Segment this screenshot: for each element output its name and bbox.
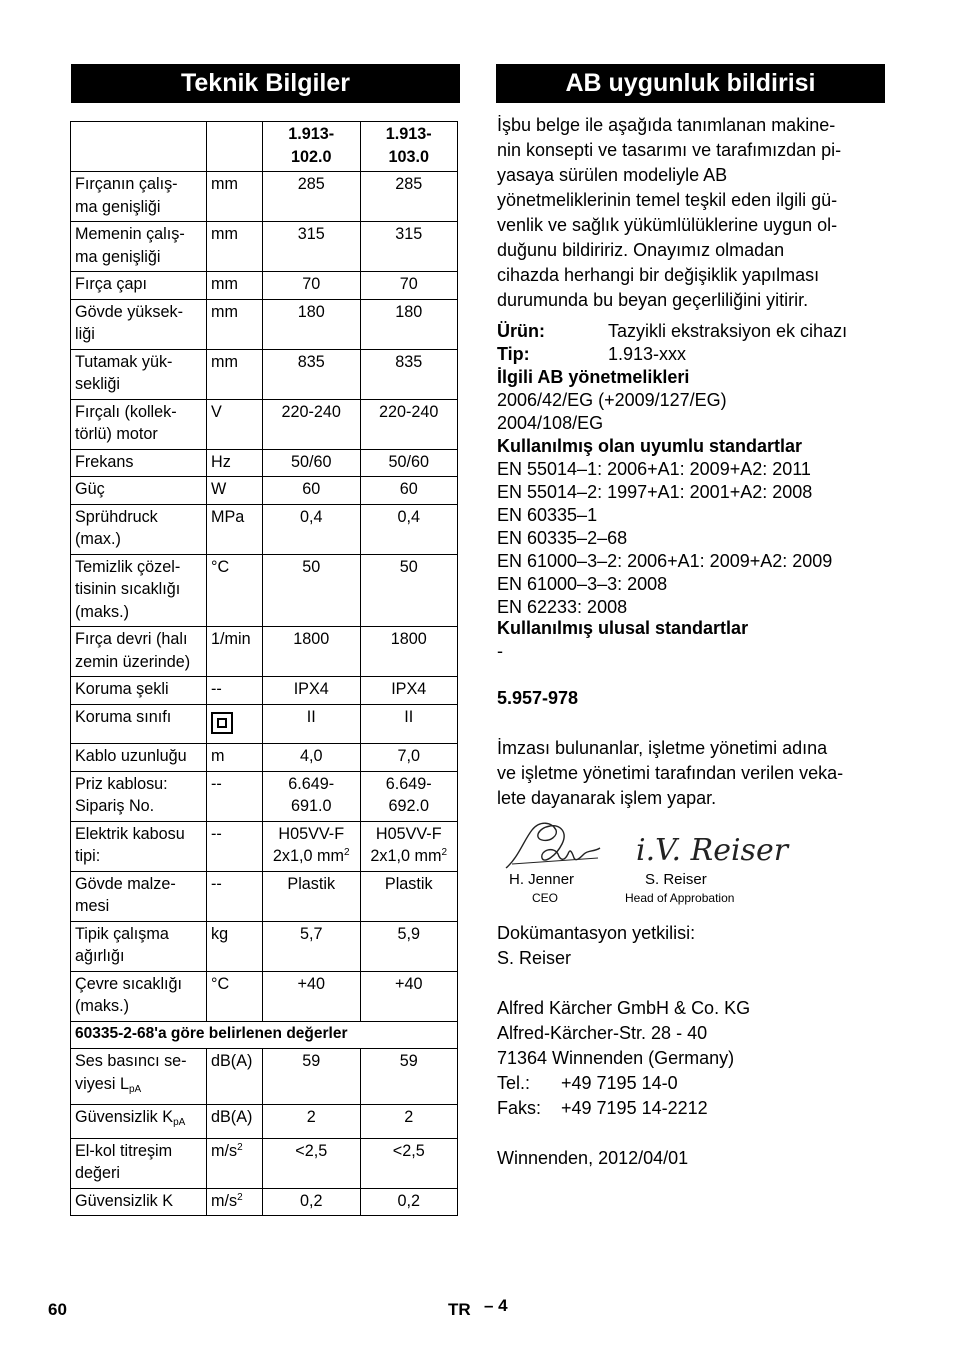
protection-class-ii-icon-inner bbox=[217, 718, 227, 728]
table-row bbox=[71, 1105, 458, 1139]
value-model-103: +40 bbox=[360, 971, 458, 1021]
value-model-103: 835 bbox=[360, 349, 458, 399]
value-superscript: 2 bbox=[344, 847, 350, 858]
value-model-103: 60 bbox=[360, 477, 458, 505]
directive-item: 2006/42/EG (+2009/127/EG) bbox=[497, 390, 727, 410]
table-row bbox=[71, 554, 458, 627]
value-model-102: <2,5 bbox=[263, 1138, 361, 1188]
table-row bbox=[71, 627, 458, 677]
value-model-103: 315 bbox=[360, 222, 458, 272]
standard-item: EN 55014–2: 1997+A1: 2001+A2: 2008 bbox=[497, 482, 813, 502]
signer1-name: H. Jenner bbox=[509, 871, 575, 888]
section-row bbox=[71, 1021, 458, 1049]
intro-line: cihazda herhangi bir değişiklik yapılması bbox=[497, 265, 820, 285]
ec-declaration-heading: AB uygunluk bildirisi bbox=[496, 64, 885, 103]
signers-line: ve işletme yönetimi tarafından verilen veka- bbox=[497, 763, 844, 783]
row-unit: °C bbox=[207, 971, 263, 1021]
technical-data-table bbox=[70, 121, 458, 1216]
page-number: 60 bbox=[48, 1300, 67, 1319]
table-row bbox=[71, 744, 458, 772]
phone-label: Tel.: bbox=[497, 1073, 531, 1093]
fax-line bbox=[497, 1096, 892, 1121]
table-row bbox=[71, 1049, 458, 1105]
value-model-102: II bbox=[263, 704, 361, 744]
table-row bbox=[71, 272, 458, 300]
table-row bbox=[71, 971, 458, 1021]
table-header-cell bbox=[71, 122, 207, 172]
value-model-102: 59 bbox=[263, 1049, 361, 1105]
row-label: Fırçanın çalış- ma genişliği bbox=[71, 172, 207, 222]
intro-line: nin konsepti ve tasarımı ve tarafımızdan pi- bbox=[497, 140, 842, 160]
row-label: Koruma şekli bbox=[71, 677, 207, 705]
national-standards-title: Kullanılmış ulusal standartlar bbox=[497, 618, 749, 638]
table-row bbox=[71, 299, 458, 349]
standard-item: EN 61000–3–2: 2006+A1: 2009+A2: 2009 bbox=[497, 551, 833, 571]
row-unit: MPa bbox=[207, 504, 263, 554]
phone-value: +49 7195 14-0 bbox=[561, 1073, 678, 1093]
value-model-103: 285 bbox=[360, 172, 458, 222]
intro-line: yönetmeliklerinin temel teşkil eden ilgili gü- bbox=[497, 190, 838, 210]
value-model-102: +40 bbox=[263, 971, 361, 1021]
value-model-103: 1800 bbox=[360, 627, 458, 677]
row-unit: -- bbox=[207, 871, 263, 921]
company-name: Alfred Kärcher GmbH & Co. KG bbox=[497, 998, 751, 1018]
row-label: Ses basıncı se- viyesi $L_{pA}$ bbox=[71, 1049, 207, 1105]
signer2-name: S. Reiser bbox=[645, 871, 707, 888]
table-row bbox=[71, 677, 458, 705]
signer1-role: CEO bbox=[532, 891, 559, 905]
value-model-103: 2 bbox=[360, 1105, 458, 1139]
phone-line bbox=[497, 1071, 892, 1096]
row-unit: dB(A) bbox=[207, 1105, 263, 1139]
row-unit: V bbox=[207, 399, 263, 449]
protection-class-ii-icon bbox=[211, 712, 233, 734]
type-label: Tip: bbox=[497, 344, 530, 364]
type-line bbox=[497, 343, 686, 366]
row-unit: Hz bbox=[207, 449, 263, 477]
row-label: Fırçalı (kollek- törlü) motor bbox=[71, 399, 207, 449]
standard-item: EN 61000–3–3: 2008 bbox=[497, 574, 668, 594]
value-model-103: 0,2 bbox=[360, 1188, 458, 1216]
intro-line: İşbu belge ile aşağıda tanımlanan makine- bbox=[497, 115, 836, 135]
intro-line: venlik ve sağlık yükümlülüklerine uygun ol- bbox=[497, 215, 838, 235]
footer-lang: TR bbox=[448, 1300, 471, 1319]
row-unit bbox=[207, 704, 263, 744]
table-row bbox=[71, 1138, 458, 1188]
value-model-103: <2,5 bbox=[360, 1138, 458, 1188]
label-subscript: pA bbox=[173, 1117, 186, 1128]
row-label: Tutamak yük- sekliği bbox=[71, 349, 207, 399]
declaration-intro bbox=[497, 113, 892, 313]
document-number: 5.957-978 bbox=[497, 688, 579, 708]
product-value: Tazyikli ekstraksiyon ek cihazı bbox=[608, 321, 848, 341]
value-model-103: 0,4 bbox=[360, 504, 458, 554]
value-model-103: 180 bbox=[360, 299, 458, 349]
directive-item: 2004/108/EG bbox=[497, 413, 604, 433]
value-model-102: H05VV-F 2x1,0 $mm^2$ bbox=[263, 821, 361, 871]
value-model-102: 0,4 bbox=[263, 504, 361, 554]
value-model-102: 315 bbox=[263, 222, 361, 272]
row-label: Güvensizlik $K_{pA}$ bbox=[71, 1105, 207, 1139]
company-city: 71364 Winnenden (Germany) bbox=[497, 1048, 735, 1068]
row-label: Gövde malze- mesi bbox=[71, 871, 207, 921]
row-label: Koruma sınıfı bbox=[71, 704, 207, 744]
table-row bbox=[71, 1188, 458, 1216]
table-row bbox=[71, 477, 458, 505]
value-model-102: 5,7 bbox=[263, 921, 361, 971]
row-unit: $m/s^2$ bbox=[207, 1188, 263, 1216]
technical-data-heading: Teknik Bilgiler bbox=[71, 64, 460, 103]
value-model-102: Plastik bbox=[263, 871, 361, 921]
value-model-103: 70 bbox=[360, 272, 458, 300]
value-model-102: 1800 bbox=[263, 627, 361, 677]
row-unit: kg bbox=[207, 921, 263, 971]
value-model-103: 7,0 bbox=[360, 744, 458, 772]
row-label: Sprühdruck (max.) bbox=[71, 504, 207, 554]
signers-text bbox=[497, 736, 892, 811]
value-model-103: IPX4 bbox=[360, 677, 458, 705]
table-header-cell: 1.913- 102.0 bbox=[263, 122, 361, 172]
table-row bbox=[71, 871, 458, 921]
value-model-103: II bbox=[360, 704, 458, 744]
doc-officer-name: S. Reiser bbox=[497, 948, 572, 968]
row-unit: mm bbox=[207, 299, 263, 349]
row-unit: 1/min bbox=[207, 627, 263, 677]
value-model-102: 220-240 bbox=[263, 399, 361, 449]
value-model-102: IPX4 bbox=[263, 677, 361, 705]
fax-value: +49 7195 14-2212 bbox=[561, 1098, 708, 1118]
fax-label: Faks: bbox=[497, 1098, 542, 1118]
company-street: Alfred-Kärcher-Str. 28 - 40 bbox=[497, 1023, 708, 1043]
table-row bbox=[71, 704, 458, 744]
table-row bbox=[71, 449, 458, 477]
row-label: Fırça devri (halı zemin üzerinde) bbox=[71, 627, 207, 677]
intro-line: durumunda bu beyan geçerliliğini yitirir. bbox=[497, 290, 809, 310]
row-label: Gövde yüksek- liği bbox=[71, 299, 207, 349]
directives-title: İlgili AB yönetmelikleri bbox=[497, 367, 690, 387]
table-header-cell bbox=[207, 122, 263, 172]
row-unit: m bbox=[207, 744, 263, 772]
row-unit: -- bbox=[207, 677, 263, 705]
place-date: Winnenden, 2012/04/01 bbox=[497, 1148, 689, 1168]
value-model-102: 0,2 bbox=[263, 1188, 361, 1216]
section-title: 60335-2-68'a göre belirlenen değerler bbox=[71, 1021, 458, 1049]
row-label: Memenin çalış- ma genişliği bbox=[71, 222, 207, 272]
signature-jenner bbox=[498, 818, 603, 876]
signers-line: lete dayanarak işlem yapar. bbox=[497, 788, 717, 808]
value-model-102: 4,0 bbox=[263, 744, 361, 772]
table-header-cell: 1.913- 103.0 bbox=[360, 122, 458, 172]
standards-title: Kullanılmış olan uyumlu standartlar bbox=[497, 436, 803, 456]
table-row bbox=[71, 921, 458, 971]
value-model-102: 70 bbox=[263, 272, 361, 300]
row-unit: W bbox=[207, 477, 263, 505]
table-header-row bbox=[71, 122, 458, 172]
value-model-102: 6.649- 691.0 bbox=[263, 771, 361, 821]
row-label: Priz kablosu: Sipariş No. bbox=[71, 771, 207, 821]
footer-section: – 4 bbox=[484, 1296, 508, 1315]
signature-reiser-script: i.V. Reiser bbox=[636, 833, 789, 868]
signer2-role: Head of Approbation bbox=[625, 891, 735, 905]
value-model-102: 180 bbox=[263, 299, 361, 349]
value-model-103: 50 bbox=[360, 554, 458, 627]
signers-line: İmzası bulunanlar, işletme yönetimi adına bbox=[497, 738, 828, 758]
row-unit: mm bbox=[207, 172, 263, 222]
row-label: Fırça çapı bbox=[71, 272, 207, 300]
value-model-102: 50/60 bbox=[263, 449, 361, 477]
row-label: Güç bbox=[71, 477, 207, 505]
row-label: Frekans bbox=[71, 449, 207, 477]
value-model-103: Plastik bbox=[360, 871, 458, 921]
value-model-103: 59 bbox=[360, 1049, 458, 1105]
value-model-102: 50 bbox=[263, 554, 361, 627]
row-unit: mm bbox=[207, 349, 263, 399]
table-row bbox=[71, 222, 458, 272]
table-row bbox=[71, 504, 458, 554]
row-unit: -- bbox=[207, 821, 263, 871]
row-label: Çevre sıcaklığı (maks.) bbox=[71, 971, 207, 1021]
signature-reiser bbox=[632, 822, 789, 870]
product-line bbox=[497, 320, 847, 343]
row-label: Kablo uzunluğu bbox=[71, 744, 207, 772]
value-model-102: 60 bbox=[263, 477, 361, 505]
type-value: 1.913-xxx bbox=[608, 344, 687, 364]
row-label: Güvensizlik K bbox=[71, 1188, 207, 1216]
value-model-102: 835 bbox=[263, 349, 361, 399]
value-model-102: 285 bbox=[263, 172, 361, 222]
national-standards-value: - bbox=[497, 641, 503, 661]
standard-item: EN 62233: 2008 bbox=[497, 597, 628, 617]
row-unit: dB(A) bbox=[207, 1049, 263, 1105]
unit-superscript: 2 bbox=[237, 1191, 243, 1203]
table-row bbox=[71, 399, 458, 449]
row-label: El-kol titreşim değeri bbox=[71, 1138, 207, 1188]
row-label: Temizlik çözel- tisinin sıcaklığı (maks.) bbox=[71, 554, 207, 627]
unit-superscript: 2 bbox=[237, 1141, 243, 1153]
value-model-103: 6.649- 692.0 bbox=[360, 771, 458, 821]
value-superscript: 2 bbox=[441, 847, 448, 858]
row-unit: $m/s^2$ bbox=[207, 1138, 263, 1188]
row-unit: -- bbox=[207, 771, 263, 821]
value-model-103: 50/60 bbox=[360, 449, 458, 477]
table-row bbox=[71, 349, 458, 399]
row-unit: °C bbox=[207, 554, 263, 627]
value-model-103: H05VV-F 2x1,0 $mm^2$ bbox=[360, 821, 458, 871]
row-label: Elektrik kabosu tipi: bbox=[71, 821, 207, 871]
row-unit: mm bbox=[207, 222, 263, 272]
standard-item: EN 55014–1: 2006+A1: 2009+A2: 2011 bbox=[497, 459, 811, 479]
row-unit: mm bbox=[207, 272, 263, 300]
product-label: Ürün: bbox=[497, 321, 545, 341]
value-model-102: 2 bbox=[263, 1105, 361, 1139]
doc-officer-label: Dokümantasyon yetkilisi: bbox=[497, 923, 696, 943]
intro-line: yasaya sürülen modeliyle AB bbox=[497, 165, 728, 185]
table-row bbox=[71, 172, 458, 222]
row-label: Tipik çalışma ağırlığı bbox=[71, 921, 207, 971]
value-model-103: 220-240 bbox=[360, 399, 458, 449]
intro-line: duğunu bildiririz. Onayımız olmadan bbox=[497, 240, 785, 260]
table-row bbox=[71, 771, 458, 821]
table-row bbox=[71, 821, 458, 871]
standard-item: EN 60335–1 bbox=[497, 505, 598, 525]
value-model-103: 5,9 bbox=[360, 921, 458, 971]
label-subscript: pA bbox=[128, 1083, 142, 1095]
standard-item: EN 60335–2–68 bbox=[497, 528, 628, 548]
